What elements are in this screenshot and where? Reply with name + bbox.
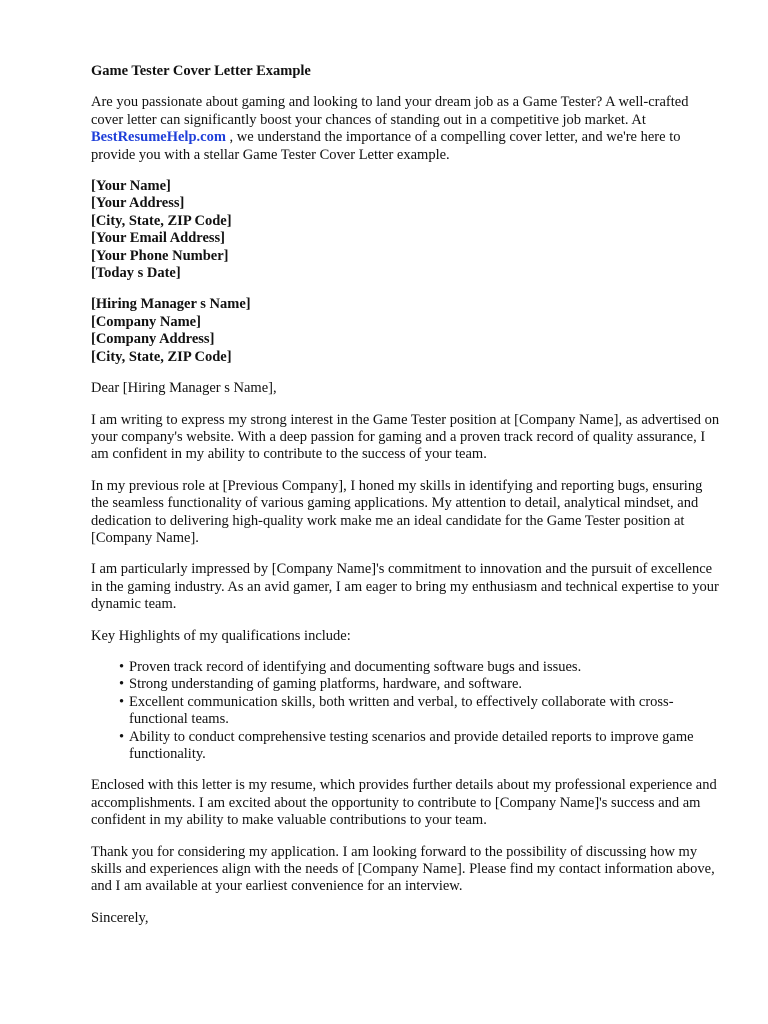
recipient-name: [Hiring Manager s Name] [91,296,251,313]
sender-address: [Your Address] [91,195,185,212]
sender-email: [Your Email Address] [91,230,226,247]
intro-text-part2: , we understand the importance of a compelling cover letter, and we're here to provide you with a stellar Game Tester Cover Letter example. [91,129,681,163]
list-item-text: Strong understanding of gaming platforms, hardware, and software. [129,676,523,693]
list-item-text: Ability to conduct comprehensive testing scenarios and provide detailed reports to improve game functionality. [129,728,694,762]
sender-address-block [91,178,721,282]
bullet-icon: • [119,693,125,710]
body-paragraph-2: In my previous role at [Previous Company], I honed my skills in identifying and reporting bugs, ensuring the seamless functionality of various gaming applications. My attention to detail, analytical mindset, and dedication to delivering high-quality work make me an ideal candidate for the Game Tester position at [Company Name]. [91,477,703,546]
sender-phone: [Your Phone Number] [91,247,229,264]
salutation: Dear [Hiring Manager s Name], [91,380,277,397]
list-item [91,729,721,764]
document-page [91,63,721,941]
highlights-list [91,659,721,763]
body-paragraph-3: I am particularly impressed by [Company Name]'s commitment to innovation and the pursuit of excellence in the gaming industry. As an avid gamer, I am eager to bring my enthusiasm and technical expertise to your dynamic team. [91,561,719,613]
closing: Sincerely, [91,909,149,926]
list-item [91,676,721,693]
document-title: Game Tester Cover Letter Example [91,63,311,79]
bullet-icon: • [119,676,125,693]
list-item-text: Proven track record of identifying and documenting software bugs and issues. [129,658,582,675]
recipient-address-block [91,296,721,366]
sender-city-state-zip: [City, State, ZIP Code] [91,212,232,229]
list-item [91,659,721,676]
bullet-icon: • [119,728,125,745]
recipient-address: [Company Address] [91,331,215,348]
highlights-intro: Key Highlights of my qualifications include: [91,627,351,644]
bestresumehelp-link[interactable]: BestResumeHelp.com [91,129,226,146]
intro-paragraph [91,94,721,164]
body-paragraph-1: I am writing to express my strong interest in the Game Tester position at [Company Name], as advertised on your company's website. With a deep passion for gaming and a proven track record of quality assurance, I am confident in my ability to contribute to the success of your team. [91,411,720,463]
recipient-city-state-zip: [City, State, ZIP Code] [91,348,232,365]
bullet-icon: • [119,658,125,675]
list-item-text: Excellent communication skills, both written and verbal, to effectively collaborate with cross-functional teams. [129,693,674,728]
intro-text-part1: Are you passionate about gaming and looking to land your dream job as a Game Tester? A well-crafted cover letter can significantly boost your chances of standing out in a competitive job market. At [91,94,689,128]
recipient-company: [Company Name] [91,313,201,330]
list-item [91,694,721,729]
letter-date: [Today s Date] [91,265,181,282]
sender-name: [Your Name] [91,178,171,195]
body-paragraph-4: Enclosed with this letter is my resume, which provides further details about my professional experience and accomplishments. I am excited about the opportunity to contribute to [Company Name]'s success and am confident in my ability to make valuable contributions to your team. [91,777,717,829]
body-paragraph-5: Thank you for considering my application. I am looking forward to the possibility of discussing how my skills and experiences align with the needs of [Company Name]. Please find my contact information above, and I am available at your earliest convenience for an interview. [91,843,715,895]
